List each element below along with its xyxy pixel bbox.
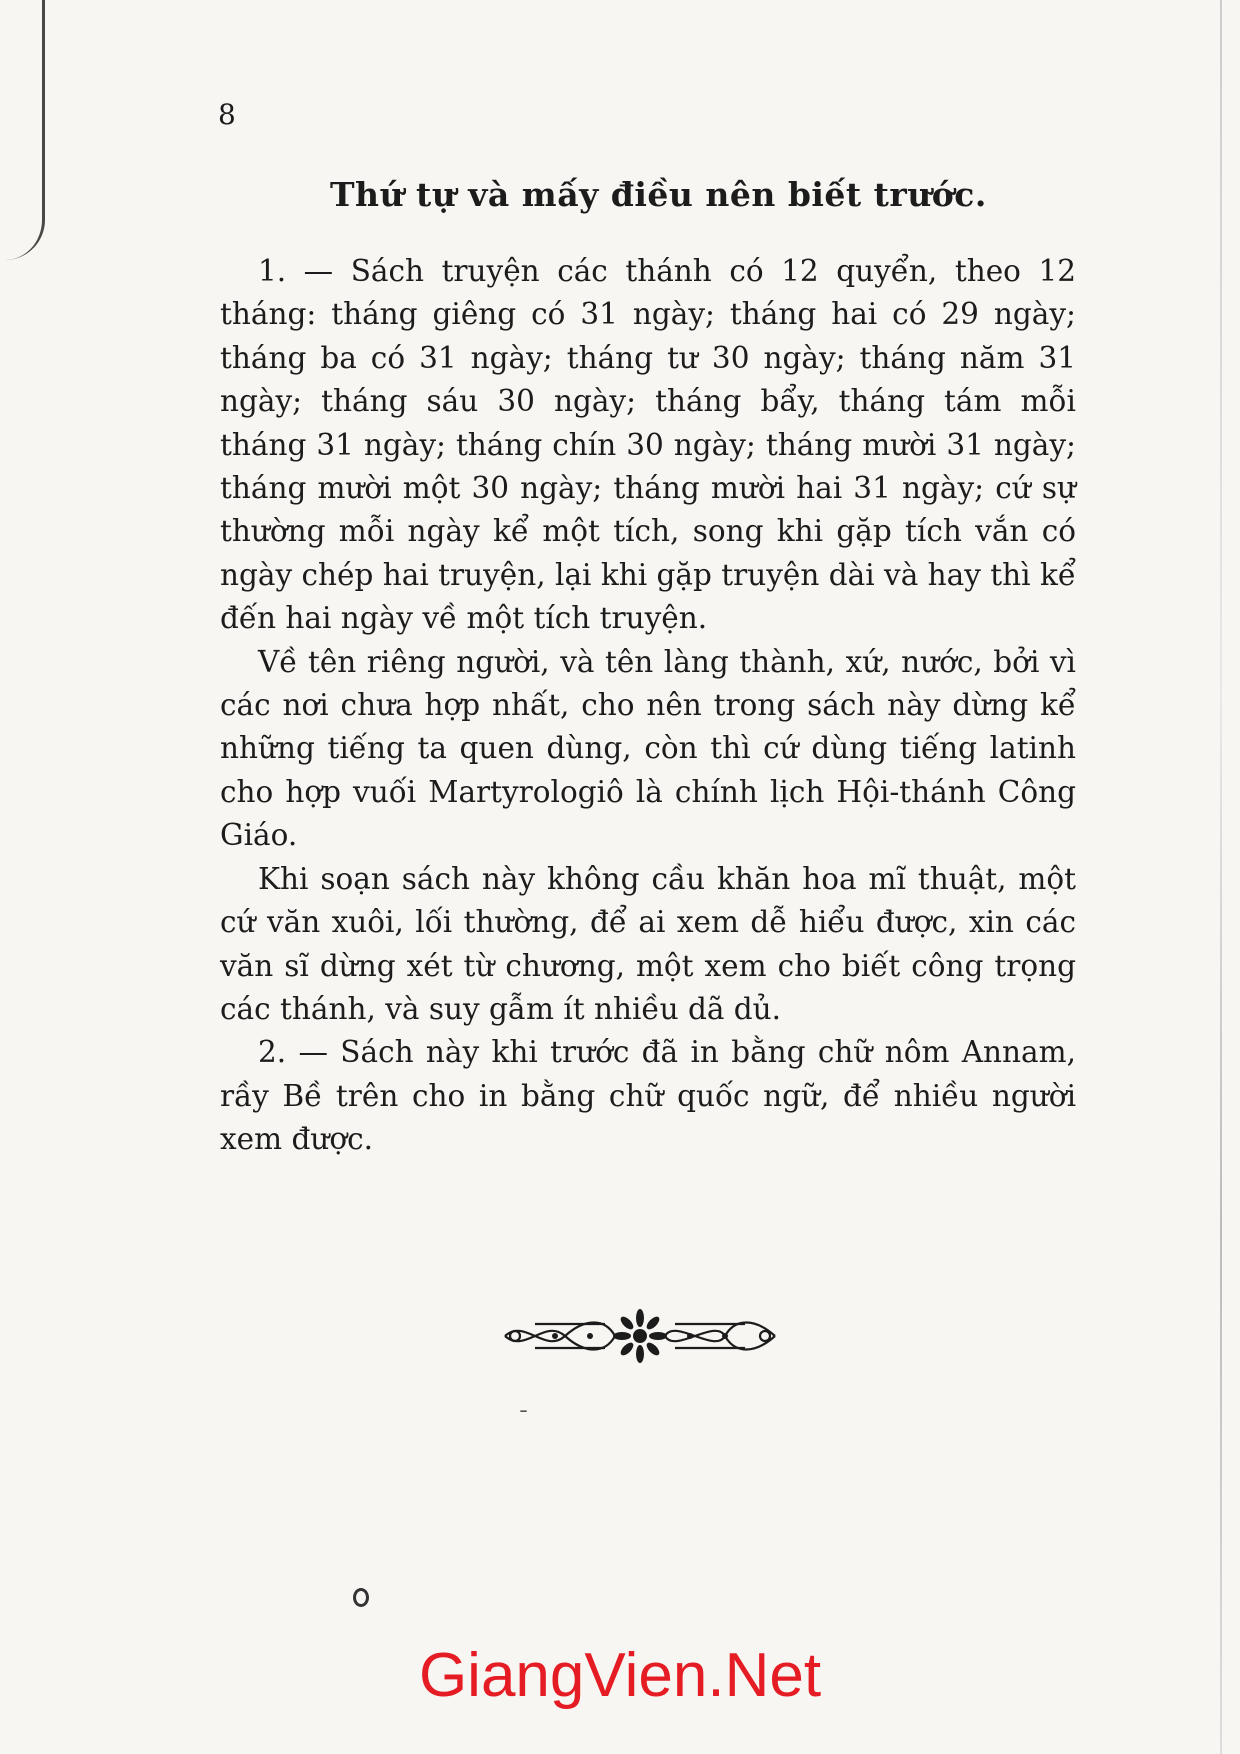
watermark: GiangVien.Net [418, 1641, 822, 1710]
page-title: Thứ tự và mấy điều nên biết trước. [330, 175, 987, 214]
page-number: 8 [218, 98, 237, 131]
page-edge-right [1220, 0, 1222, 1754]
body-text [220, 250, 1076, 1162]
floral-divider-icon [495, 1308, 785, 1364]
paragraph-1: 1. — Sách truyện các thánh có 12 quyển, theo 12 tháng: tháng giêng có 31 ngày; tháng hai có 29 ngày; tháng ba có 31 ngày; tháng tư 30 ngày; tháng năm 31 ngày; tháng sáu 30 ngày; tháng bẩy, tháng tám mỗi tháng 31 ngày; tháng chín 30 ngày; tháng mười 31 ngày; tháng mười một 30 ngày; tháng mười hai 31 ngày; cứ sự thường mỗi ngày kể một tích, song khi gặp tích vắn có ngày chép hai truyện, lại khi gặp truyện dài và hay thì kể đến hai ngày về một tích truyện. [220, 254, 1076, 636]
paragraph-4: 2. — Sách này khi trước đã in bằng chữ nôm Annam, rầy Bề trên cho in bằng chữ quốc ngữ, để nhiều người xem được. [220, 1035, 1076, 1157]
paragraph-2: Về tên riêng người, và tên làng thành, xứ, nước, bởi vì các nơi chưa hợp nhất, cho nên trong sách này dừng kể những tiếng ta quen dùng, còn thì cứ dùng tiếng latinh cho hợp vuối Martyrologiô là chính lịch Hội-thánh Công Giáo. [220, 644, 1076, 853]
print-speck [353, 1588, 369, 1607]
print-speck: ˉ [518, 1408, 529, 1433]
paragraph-3: Khi soạn sách này không cầu khăn hoa mĩ thuật, một cứ văn xuôi, lối thường, để ai xem dễ hiểu được, xin các văn sĩ dừng xét từ chương, một xem cho biết công trọng các thánh, và suy gẫm ít nhiều dã dủ. [220, 861, 1076, 1026]
page-edge-shadow [0, 0, 45, 260]
